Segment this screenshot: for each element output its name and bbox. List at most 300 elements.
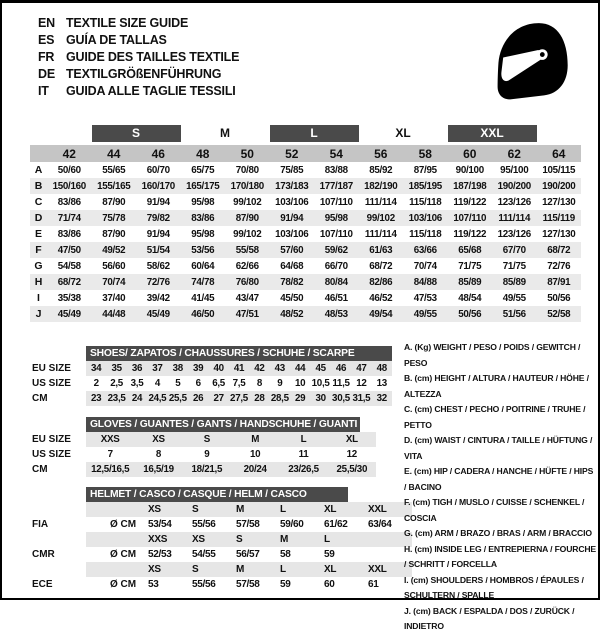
measurement-value: 47/51 xyxy=(225,306,270,322)
size-value: 42 xyxy=(254,363,265,374)
textile-size-table xyxy=(30,125,581,322)
helmet-size-value: 52/53 xyxy=(148,549,172,560)
measurement-value: 41/45 xyxy=(191,292,215,304)
measurement-value: 82/86 xyxy=(359,274,404,290)
legend-entry: J. (cm) BACK / ESPALDA / DOS / ZURÜCK / INDIETRO xyxy=(404,605,575,631)
measurement-value: 123/126 xyxy=(497,196,531,208)
size-value: 27 xyxy=(213,393,224,404)
measurement-value: 68/72 xyxy=(537,242,582,258)
measurement-value: 90/100 xyxy=(455,164,484,176)
measurement-value: 52/58 xyxy=(537,306,582,322)
helmet-size-value: 63/64 xyxy=(368,519,392,530)
measurement-row xyxy=(30,162,581,178)
size-value: 28,5 xyxy=(270,393,289,404)
helmet-size-value: 57/58 xyxy=(236,519,260,530)
measurement-value: 50/56 xyxy=(547,292,571,304)
measurement-value: 95/100 xyxy=(500,164,529,176)
measurement-value: 57/60 xyxy=(270,242,315,258)
helmet-size-row xyxy=(32,532,412,547)
measurement-value: 182/190 xyxy=(359,178,404,194)
legend-entry: F. (cm) TIGH / MUSLO / CUISSE / SCHENKEL / COSCIA xyxy=(404,497,585,523)
measurement-row xyxy=(30,242,581,258)
size-number: 58 xyxy=(403,145,448,162)
size-value: 8 xyxy=(256,378,262,389)
measurement-value: 76/80 xyxy=(225,274,270,290)
helmet-size-value: 61/62 xyxy=(324,519,348,530)
size-number: 52 xyxy=(270,145,315,162)
measurement-value: 160/170 xyxy=(136,178,181,194)
measurement-value: 83/88 xyxy=(324,164,348,176)
helmet-size-label: S xyxy=(192,504,199,515)
row-label: US SIZE xyxy=(32,378,71,389)
language-code: EN xyxy=(38,16,55,30)
size-value: 5 xyxy=(175,378,181,389)
size-value: 12 xyxy=(346,449,357,460)
measurement-value: 62/66 xyxy=(235,260,259,272)
measurement-value: 83/86 xyxy=(57,228,81,240)
shoes-size-table xyxy=(32,346,392,406)
size-value: 28 xyxy=(254,393,265,404)
size-value: 7 xyxy=(107,449,113,460)
size-value: 45 xyxy=(315,363,326,374)
helmet-size-label: XS xyxy=(192,534,205,545)
legend-entry: D. (cm) WAIST / CINTURA / TAILLE / HÜFTUNG / VITA xyxy=(404,435,593,461)
diameter-unit-label: Ø CM xyxy=(110,519,137,530)
measurement-row xyxy=(30,226,581,242)
measurement-value: 46/52 xyxy=(369,292,393,304)
measurement-row-label: J xyxy=(30,306,47,322)
measurement-row xyxy=(30,258,581,274)
measurement-value: 51/54 xyxy=(136,242,181,258)
measurement-value: 71/75 xyxy=(502,260,526,272)
language-title-list xyxy=(38,15,239,100)
size-value: 34 xyxy=(91,363,102,374)
size-value: 2,5 xyxy=(110,378,123,389)
diameter-unit-label: Ø CM xyxy=(110,579,137,590)
helmet-size-label: L xyxy=(324,534,330,545)
helmet-size-value: 53 xyxy=(148,579,159,590)
measurement-value: 72/76 xyxy=(136,274,181,290)
size-value: 44 xyxy=(295,363,306,374)
measurement-value: 91/94 xyxy=(270,210,315,226)
helmet-value-row xyxy=(32,517,412,532)
row-values xyxy=(86,462,376,477)
measurement-value: 83/86 xyxy=(57,196,81,208)
measurement-value: 150/160 xyxy=(47,178,92,194)
measurement-value: 103/106 xyxy=(403,210,448,226)
measurement-value: 85/92 xyxy=(369,164,393,176)
measurement-value: 99/102 xyxy=(233,228,262,240)
size-group-label: XL xyxy=(395,126,411,140)
helmet-icon xyxy=(489,16,575,106)
measurement-value: 47/50 xyxy=(47,242,92,258)
measurement-value: 56/60 xyxy=(102,260,126,272)
measurement-value: 71/75 xyxy=(458,260,482,272)
row-label: EU SIZE xyxy=(32,434,71,445)
measurement-value: 111/114 xyxy=(492,210,537,226)
helmet-size-table xyxy=(32,487,412,592)
measurement-value: 190/200 xyxy=(492,178,537,194)
measurement-value: 58/62 xyxy=(146,260,170,272)
measurement-value: 51/56 xyxy=(492,306,537,322)
helmet-value-band xyxy=(86,517,412,532)
size-value: 16,5/19 xyxy=(143,464,174,475)
measurement-value: 45/50 xyxy=(280,292,304,304)
table-row xyxy=(32,462,376,477)
measurement-value: 95/98 xyxy=(191,228,215,240)
measurement-row-label: B xyxy=(30,178,47,194)
language-title: TEXTILGRÖßENFÜHRUNG xyxy=(66,67,222,81)
helmet-size-value: 56/57 xyxy=(236,549,260,560)
measurement-value: 85/89 xyxy=(448,274,493,290)
standard-label: ECE xyxy=(32,579,53,590)
measurement-value: 185/195 xyxy=(403,178,448,194)
measurement-value: 48/53 xyxy=(314,306,359,322)
measurement-value: 48/54 xyxy=(458,292,482,304)
size-value: 6 xyxy=(195,378,201,389)
legend-entry: C. (cm) CHEST / PECHO / POITRINE / TRUHE / PETTO xyxy=(404,404,586,430)
measurement-row-label: I xyxy=(37,292,40,304)
size-value: 4 xyxy=(154,378,160,389)
helmet-size-label: M xyxy=(236,504,245,515)
measurement-value: 37/40 xyxy=(102,292,126,304)
helmet-size-value: 53/54 xyxy=(148,519,172,530)
measurement-value: 107/110 xyxy=(448,210,493,226)
measurement-value: 50/56 xyxy=(448,306,493,322)
measurement-row xyxy=(30,306,581,322)
measurement-value: 119/122 xyxy=(453,228,487,240)
measurement-value: 75/78 xyxy=(92,210,137,226)
measurement-value: 119/122 xyxy=(453,196,487,208)
measurement-value: 70/74 xyxy=(92,274,137,290)
measurement-row xyxy=(30,290,581,306)
helmet-table-title: HELMET / CASCO / CASQUE / HELM / CASCO xyxy=(86,487,348,502)
measurement-value: 60/64 xyxy=(191,260,215,272)
language-entry xyxy=(38,49,239,66)
size-value: 37 xyxy=(152,363,163,374)
measurement-value: 87/90 xyxy=(102,196,126,208)
shoes-table-title: SHOES/ ZAPATOS / CHAUSSURES / SCHUHE / SCARPE xyxy=(86,346,392,361)
measurement-value: 70/80 xyxy=(235,164,259,176)
size-group-label: L xyxy=(270,125,359,142)
measurement-value: 50/60 xyxy=(57,164,81,176)
language-code: DE xyxy=(38,67,55,81)
helmet-value-band xyxy=(86,577,412,592)
measurement-value: 74/78 xyxy=(181,274,226,290)
measurement-value: 80/84 xyxy=(314,274,359,290)
size-value: 23/26,5 xyxy=(288,464,319,475)
size-value: 31,5 xyxy=(352,393,371,404)
size-value: 36 xyxy=(131,363,143,374)
size-value: 39 xyxy=(193,363,204,374)
size-value: 43 xyxy=(274,363,285,374)
helmet-size-label: S xyxy=(192,564,199,575)
helmet-size-label: XXL xyxy=(368,504,387,515)
measurement-value: 44/48 xyxy=(92,306,137,322)
measurement-value: 46/51 xyxy=(324,292,348,304)
size-value: 9 xyxy=(204,449,210,460)
measurement-row-label: D xyxy=(30,210,47,226)
size-value: 7,5 xyxy=(232,378,246,389)
measurement-value: 46/50 xyxy=(181,306,226,322)
measurement-value: 105/115 xyxy=(542,164,576,176)
helmet-size-label: M xyxy=(236,564,245,575)
measurement-value: 71/74 xyxy=(47,210,92,226)
measurement-value: 55/65 xyxy=(102,164,126,176)
table-row xyxy=(32,432,376,447)
language-code: ES xyxy=(38,33,55,47)
helmet-size-value: 55/56 xyxy=(192,519,216,530)
size-value: 24 xyxy=(131,393,143,404)
group-spacer xyxy=(30,125,92,145)
measurement-value: 155/165 xyxy=(92,178,137,194)
language-entry xyxy=(38,32,239,49)
size-value: M xyxy=(251,434,260,445)
legend-entry: I. (cm) SHOULDERS / HOMBROS / ÉPAULES / SCHULTERN / SPALLE xyxy=(404,574,584,600)
language-entry xyxy=(38,15,239,32)
diameter-unit-label: Ø CM xyxy=(110,549,137,560)
size-value: 41 xyxy=(233,363,245,374)
group-spacer xyxy=(537,125,582,145)
measurement-value: 111/114 xyxy=(364,228,397,240)
size-group-label: XXL xyxy=(448,125,537,142)
helmet-size-value: 59 xyxy=(280,579,291,590)
measurement-row xyxy=(30,178,581,194)
table-row xyxy=(32,447,376,462)
measurement-value: 68/72 xyxy=(369,260,393,272)
size-value: L xyxy=(300,434,307,445)
helmet-value-band xyxy=(86,547,412,562)
size-value: 26 xyxy=(193,393,204,404)
measurement-value: 170/180 xyxy=(225,178,270,194)
measurement-value: 59/62 xyxy=(314,242,359,258)
measurement-value: 75/85 xyxy=(280,164,304,176)
measurement-value: 84/88 xyxy=(403,274,448,290)
measurement-value: 83/86 xyxy=(181,210,226,226)
measurement-value: 115/119 xyxy=(537,210,582,226)
helmet-size-label: XL xyxy=(324,504,337,515)
measurement-value: 39/42 xyxy=(146,292,170,304)
size-number: 62 xyxy=(492,145,537,162)
measurement-value: 107/110 xyxy=(319,196,353,208)
size-value: 30,5 xyxy=(332,393,350,404)
size-number: 50 xyxy=(225,145,270,162)
measurement-value: 49/55 xyxy=(403,306,448,322)
measurement-value: 61/63 xyxy=(359,242,404,258)
legend-entry: A. (Kg) WEIGHT / PESO / POIDS / GEWITCH / PESO xyxy=(404,342,581,368)
measurement-value: 65/75 xyxy=(191,164,215,176)
row-values xyxy=(86,432,376,447)
size-value: 25,5/30 xyxy=(336,464,368,475)
size-value: 23 xyxy=(91,393,102,404)
language-title: TEXTILE SIZE GUIDE xyxy=(66,16,189,30)
measurement-value: 45/49 xyxy=(136,306,181,322)
size-value: 2 xyxy=(93,378,99,389)
measurement-value: 91/94 xyxy=(146,228,170,240)
measurement-value: 111/114 xyxy=(364,196,397,208)
unit-spacer xyxy=(86,502,148,517)
size-number: 42 xyxy=(47,145,92,162)
row-label-spacer xyxy=(32,502,86,517)
size-value: 10,5 xyxy=(311,378,330,389)
measurement-row-label: E xyxy=(34,228,42,240)
size-row-spacer xyxy=(30,145,47,162)
helmet-size-row xyxy=(32,562,412,577)
size-value: 13 xyxy=(376,378,387,389)
measurement-row-label: G xyxy=(34,260,43,272)
size-value: 8 xyxy=(155,449,162,460)
legend-entry: G. (cm) ARM / BRAZO / BRAS / ARM / BRACCIO xyxy=(404,528,592,538)
measurement-value: 72/76 xyxy=(547,260,571,272)
helmet-size-label: S xyxy=(236,534,243,545)
language-entry xyxy=(38,83,239,100)
measurement-value: 35/38 xyxy=(57,292,81,304)
measurement-value: 85/89 xyxy=(492,274,537,290)
measurement-value: 115/118 xyxy=(409,228,442,240)
size-value: XL xyxy=(345,434,358,445)
size-value: 24,5 xyxy=(148,393,167,404)
row-label: CM xyxy=(32,464,48,475)
size-number: 48 xyxy=(181,145,226,162)
size-value: 30 xyxy=(315,393,326,404)
legend-entry: B. (cm) HEIGHT / ALTURA / HAUTEUR / HÖHE / ALTEZZA xyxy=(404,373,589,399)
size-value: 40 xyxy=(213,363,224,374)
size-value: 9 xyxy=(277,378,283,389)
helmet-size-row xyxy=(32,502,412,517)
unit-spacer xyxy=(86,532,148,547)
size-number: 54 xyxy=(314,145,359,162)
language-code: FR xyxy=(38,50,55,64)
measurement-value: 49/52 xyxy=(92,242,137,258)
helmet-size-value: 55/56 xyxy=(192,579,216,590)
size-group-row xyxy=(30,125,581,145)
measurement-value: 49/55 xyxy=(502,292,526,304)
size-value: 11 xyxy=(298,449,309,460)
row-values xyxy=(86,376,392,391)
size-value: 20/24 xyxy=(243,464,267,475)
row-values xyxy=(86,391,392,406)
measurement-value: 47/53 xyxy=(413,292,437,304)
row-label: US SIZE xyxy=(32,449,71,460)
size-value: 29 xyxy=(295,393,306,404)
measurement-value: 63/66 xyxy=(403,242,448,258)
row-label-spacer xyxy=(32,532,86,547)
row-values xyxy=(86,361,392,376)
size-value: 12,5/16,5 xyxy=(91,464,130,475)
measurement-value: 65/68 xyxy=(448,242,493,258)
helmet-size-band xyxy=(86,532,412,547)
size-group-label: S xyxy=(92,125,181,142)
helmet-size-label: XXL xyxy=(368,564,387,575)
measurement-value: 103/106 xyxy=(275,228,309,240)
measurement-value: 48/52 xyxy=(270,306,315,322)
language-title: GUÍA DE TALLAS xyxy=(66,33,167,47)
measurement-value: 103/106 xyxy=(275,196,309,208)
helmet-size-label: XXS xyxy=(148,534,168,545)
measurement-value: 87/90 xyxy=(225,210,270,226)
legend-entry: H. (cm) INSIDE LEG / ENTREPIERNA / FOURCHE / SCHRITT / FORCELLA xyxy=(404,543,597,569)
measurement-value: 177/187 xyxy=(314,178,359,194)
size-number: 44 xyxy=(92,145,137,162)
size-value: 10 xyxy=(250,449,261,460)
helmet-size-value: 59 xyxy=(324,549,335,560)
row-label: EU SIZE xyxy=(32,363,71,374)
size-value: 48 xyxy=(376,363,387,374)
helmet-size-label: XL xyxy=(324,564,337,575)
size-value: 38 xyxy=(172,363,183,374)
measurement-value: 67/70 xyxy=(492,242,537,258)
measurement-row xyxy=(30,274,581,290)
measurement-value: 45/49 xyxy=(47,306,92,322)
helmet-size-value: 54/55 xyxy=(192,549,216,560)
measurement-value: 64/68 xyxy=(280,260,304,272)
measurement-value: 53/56 xyxy=(181,242,226,258)
helmet-size-label: XS xyxy=(148,504,161,515)
gloves-size-table xyxy=(32,417,376,477)
size-number: 60 xyxy=(448,145,493,162)
size-value: S xyxy=(203,434,210,445)
size-group-label: M xyxy=(220,126,231,140)
size-value: 6,5 xyxy=(212,378,225,389)
measurement-value: 49/54 xyxy=(359,306,404,322)
helmet-size-band xyxy=(86,502,412,517)
helmet-size-value: 58 xyxy=(280,549,291,560)
measurement-value: 70/74 xyxy=(413,260,437,272)
helmet-value-row xyxy=(32,547,412,562)
measurement-value: 127/130 xyxy=(542,228,576,240)
measurement-value: 107/110 xyxy=(319,228,353,240)
measurement-value: 54/58 xyxy=(57,260,81,272)
legend-entry: E. (cm) HIP / CADERA / HANCHE / HÜFTE / HIPS / BACINO xyxy=(404,466,594,492)
size-number: 46 xyxy=(136,145,181,162)
measurement-legend xyxy=(404,340,596,635)
standard-label: CMR xyxy=(32,549,55,560)
size-value: 35 xyxy=(111,363,122,374)
size-value: XXS xyxy=(100,434,120,445)
size-value: XS xyxy=(152,434,165,445)
size-number: 56 xyxy=(359,145,404,162)
measurement-value: 123/126 xyxy=(497,228,531,240)
measurement-row-label: A xyxy=(34,164,43,176)
size-value: 3,5 xyxy=(130,378,144,389)
size-value: 18/21,5 xyxy=(191,464,223,475)
helmet-size-value: 59/60 xyxy=(280,519,304,530)
table-row xyxy=(32,361,392,376)
language-title: GUIDA ALLE TAGLIE TESSILI xyxy=(66,84,236,98)
measurement-value: 95/98 xyxy=(314,210,359,226)
helmet-size-label: L xyxy=(280,504,286,515)
measurement-value: 99/102 xyxy=(359,210,404,226)
measurement-row xyxy=(30,210,581,226)
table-row xyxy=(32,391,392,406)
measurement-value: 68/72 xyxy=(47,274,92,290)
measurement-value: 78/82 xyxy=(270,274,315,290)
gloves-table-title: GLOVES / GUANTES / GANTS / HANDSCHUHE / GUANTI xyxy=(86,417,360,432)
measurement-row xyxy=(30,194,581,210)
measurement-value: 87/91 xyxy=(537,274,582,290)
measurement-value: 91/94 xyxy=(146,196,170,208)
measurement-row-label: C xyxy=(34,196,43,208)
measurement-value: 165/175 xyxy=(181,178,226,194)
size-value: 23,5 xyxy=(107,393,126,404)
measurement-value: 95/98 xyxy=(191,196,215,208)
measurement-row-label: F xyxy=(30,242,47,258)
measurement-value: 66/70 xyxy=(324,260,348,272)
measurement-value: 173/183 xyxy=(270,178,315,194)
measurement-value: 79/82 xyxy=(136,210,181,226)
helmet-size-band xyxy=(86,562,412,577)
language-entry xyxy=(38,66,239,83)
